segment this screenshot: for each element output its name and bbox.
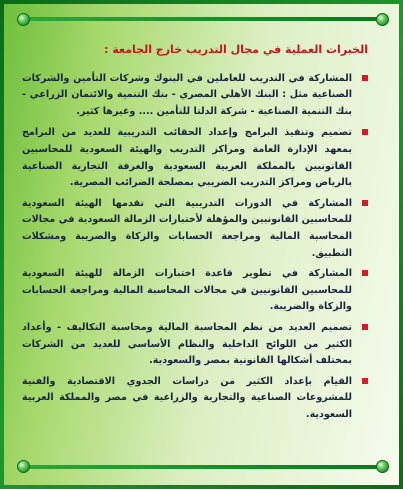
square-bullet-icon (362, 200, 368, 206)
bottom-divider (26, 465, 378, 469)
square-bullet-icon (362, 378, 368, 384)
list-item (22, 196, 372, 262)
list-item (22, 266, 372, 316)
section-heading: الخبرات العملية في مجال التدريب خارج الجامعة : (104, 43, 368, 56)
list-item (22, 71, 372, 121)
square-bullet-icon (362, 129, 368, 135)
list-item-text: تصميم العديد من نظم المحاسبة المالية ومحاسبة التكاليف - وأعداد الكثير من اللوائح الداخلية والنظام الأساسي للعديد من الشركات بمختلف أشكالها القانونية بمصر والسعودية. (22, 321, 352, 367)
experience-section (22, 42, 372, 427)
top-divider (26, 17, 378, 21)
corner-dot-icon (17, 13, 30, 26)
list-item-text: تصميم وتنفيذ البرامج وإعداد الحقائب التدريبية للعديد من البرامج بمعهد الإدارة العامة ومراكز التدريب والهيئة السعودية للمحاسبين القانونيين بالمملكة العربية السعودية والغرفة التجارية الصناعية بالرياض ومراكز التدريب الضريبي بمصلحة الضرائب المصرية. (22, 127, 352, 189)
list-item (22, 125, 372, 191)
list-item-text: المشاركة في التدريب للعاملين في البنوك وشركات التأمين والشركات الصناعية مثل : البنك الأهلي المصري - بنك التنمية والائتمان الزراعي - بنك التنمية الصناعية - شركة الدلتا للتأمين .... وغيرها كثير. (22, 72, 352, 117)
corner-dot-icon (17, 460, 30, 473)
list-item-text: القيام بإعداد الكثير من دراسات الجدوي الاقتصادية والفنية للمشروعات الصناعية والتجارية والزراعية في مصر والمملكة العربية السعودية. (22, 375, 352, 420)
list-item-text: المشاركة في تطوير قاعدة اختبارات الزمالة للهيئة السعودية للمحاسبين القانونيين في مجالات المحاسبة المالية ومراجعة الحسابات والزكاة والضريبة. (22, 268, 352, 313)
square-bullet-icon (362, 324, 368, 330)
square-bullet-icon (362, 75, 368, 81)
corner-dot-icon (376, 460, 389, 473)
list-item-text: المشاركة في الدورات التدريبية التي تقدمها الهيئة السعودية للمحاسبين القانونيين والمؤهلة لأختبارات الزمالة السعودية في مجالات المحاسبة المالية ومراجعة الحسابات والزكاة والضريبة ومشكلات التطبيق. (22, 197, 352, 259)
content-panel (4, 4, 399, 485)
corner-dot-icon (376, 13, 389, 26)
list-item (22, 374, 372, 424)
square-bullet-icon (362, 270, 368, 276)
list-item (22, 320, 372, 370)
